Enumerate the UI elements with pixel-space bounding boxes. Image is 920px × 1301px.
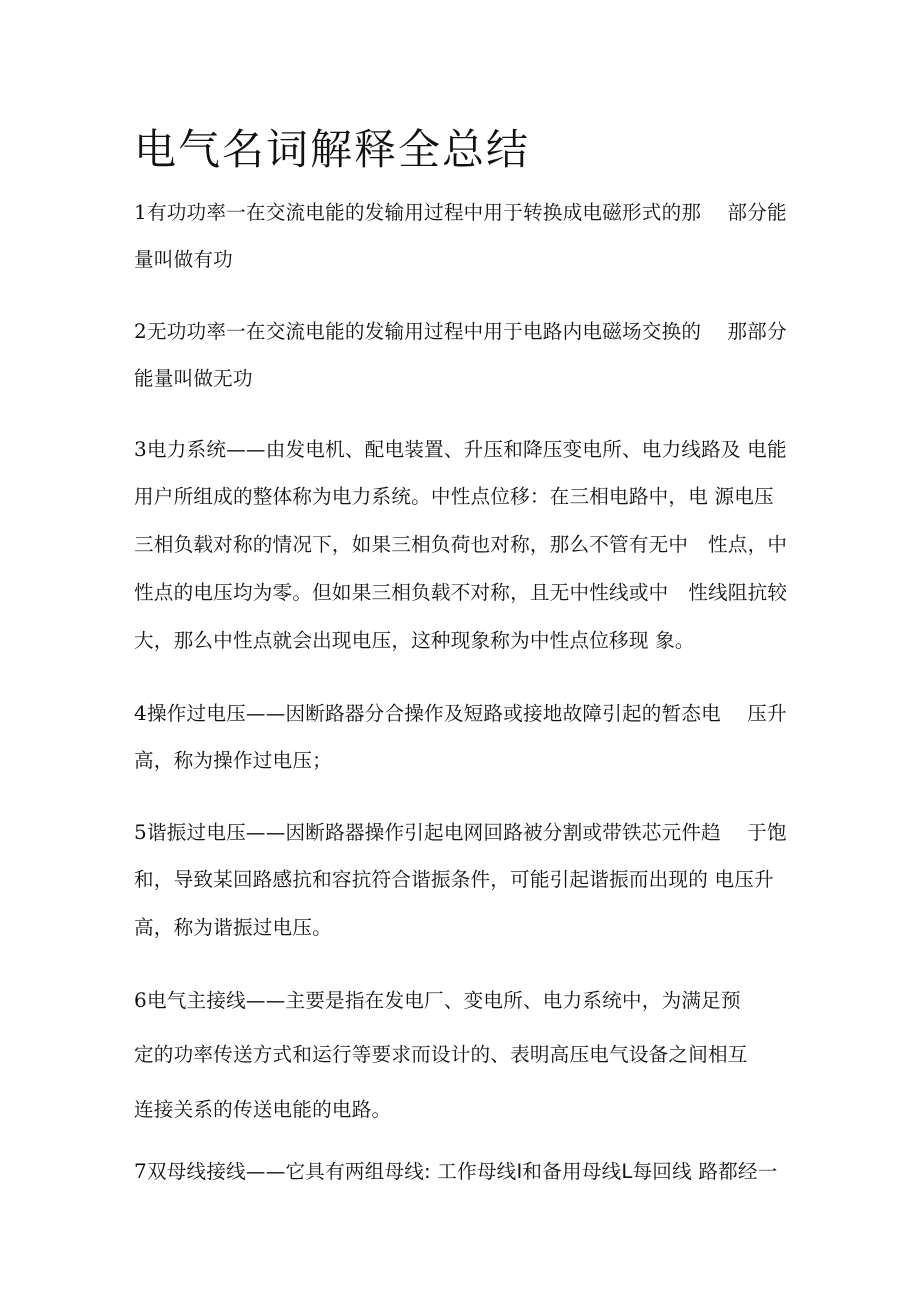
- paragraph-1-number: 1: [134, 200, 147, 224]
- paragraph-2-number: 2: [134, 319, 147, 343]
- paragraph-3-number: 3: [134, 437, 147, 461]
- paragraph-3-line-1: [134, 434, 787, 465]
- paragraph-7-text: 双母线接线——它具有两组母线: 工作母线I和备用母线L每回线 路都经一: [146, 1160, 778, 1183]
- paragraph-1-line-2: 量叫做有功: [134, 248, 233, 271]
- paragraph-6-number: 6: [134, 988, 147, 1012]
- paragraph-3-line-2: 用户所组成的整体称为电力系统。中性点位移：在三相电路中，电 源电压: [134, 485, 774, 508]
- paragraph-5-text: 谐振过电压——因断路器操作引起电网回路被分割或带铁芯元件趋 于饱: [146, 821, 787, 844]
- paragraph-3-line-4: 性点的电压均为零。但如果三相负载不对称，且无中性线或中 性线阻抗较: [134, 581, 788, 604]
- paragraph-4-text: 操作过电压——因断路器分合操作及短路或接地故障引起的暂态电 压升: [146, 702, 787, 725]
- paragraph-4-line-2: 高，称为操作过电压；: [134, 749, 332, 772]
- paragraph-7-number: 7: [134, 1159, 147, 1183]
- paragraph-5-line-3: 高，称为谐振过电压。: [134, 916, 332, 939]
- paragraph-6-line-2: 定的功率传送方式和运行等要求而设计的、表明高压电气设备之间相互: [134, 1043, 748, 1066]
- paragraph-2-line-1: [134, 316, 787, 347]
- paragraph-6-text: 电气主接线——主要是指在发电厂、变电所、电力系统中，为满足预: [146, 989, 741, 1012]
- paragraph-2-text: 无功功率一在交流电能的发输用过程中用于电路内电磁场交换的 那部分: [146, 320, 787, 343]
- paragraph-2-line-2: 能量叫做无功: [134, 367, 253, 390]
- paragraph-4-line-1: [134, 698, 787, 729]
- page-title: 电气名词解释全总结: [134, 125, 531, 174]
- paragraph-6-line-1: [134, 985, 741, 1016]
- paragraph-5-line-2: 和，导致某回路感抗和容抗符合谐振条件，可能引起谐振而出现的 电压升: [134, 868, 774, 891]
- paragraph-7-line-1: [134, 1156, 778, 1187]
- paragraph-1-text: 有功功率一在交流电能的发输用过程中用于转换成电磁形式的那 部分能: [146, 201, 787, 224]
- paragraph-5-line-1: [134, 817, 787, 848]
- paragraph-6-line-3: 连接关系的传送电能的电路。: [134, 1098, 392, 1121]
- paragraph-4-number: 4: [134, 701, 147, 725]
- paragraph-1-line-1: [134, 197, 787, 228]
- paragraph-3-line-5: 大，那么中性点就会出现电压，这种现象称为中性点位移现 象。: [134, 629, 695, 652]
- paragraph-3-line-3: 三相负载对称的情况下，如果三相负荷也对称，那么不管有无中 性点，中: [134, 533, 788, 556]
- paragraph-5-number: 5: [134, 820, 147, 844]
- paragraph-3-text: 电力系统——由发电机、配电装置、升压和降压变电所、电力线路及 电能: [146, 438, 787, 461]
